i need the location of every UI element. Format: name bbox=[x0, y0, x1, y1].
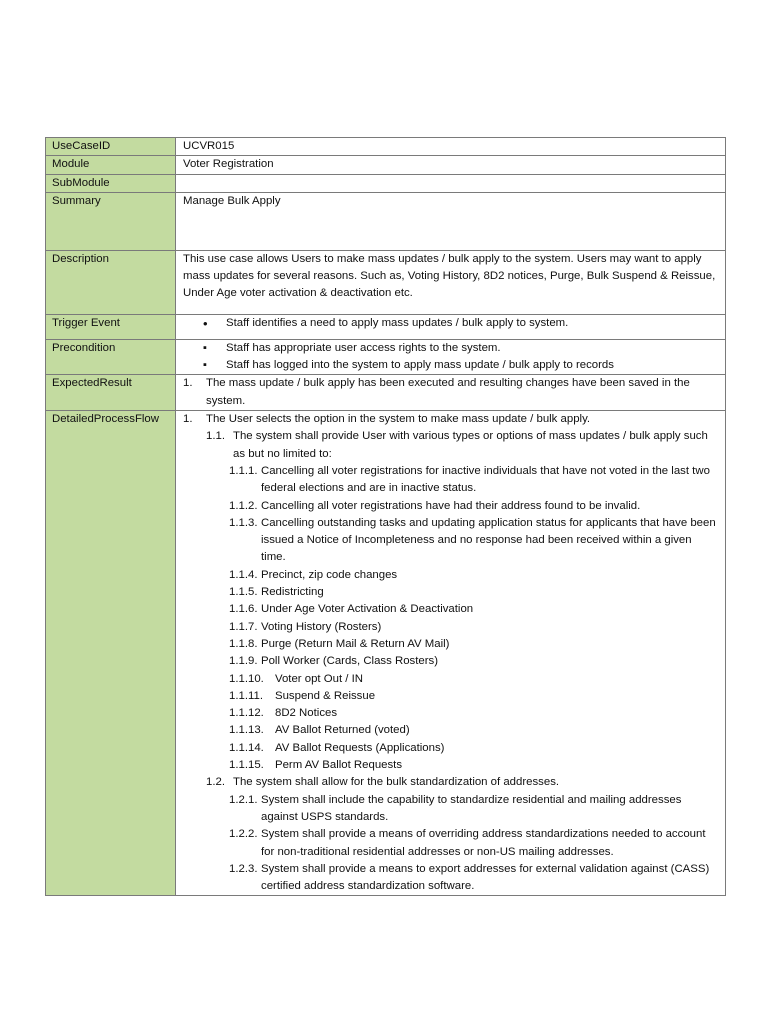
row-precondition bbox=[46, 339, 726, 375]
description-label: Description bbox=[46, 250, 176, 314]
list-item: 1.2.1. System shall include the capability to standardize residential and mailing addresses against USPS standards. bbox=[229, 793, 682, 823]
row-summary bbox=[46, 192, 726, 250]
submodule-label: SubModule bbox=[46, 174, 176, 192]
list-item: 1.1.15. Perm AV Ballot Requests bbox=[229, 759, 403, 772]
use-case-table bbox=[45, 137, 726, 896]
summary-label: Summary bbox=[46, 192, 176, 250]
list-item: 1.1.7. Voting History (Rosters) bbox=[229, 620, 382, 633]
list-item: 1.1.10. Voter opt Out / IN bbox=[229, 672, 364, 685]
trigger-event-label: Trigger Event bbox=[46, 314, 176, 339]
list-item: 1.2. The system shall allow for the bulk standardization of addresses. bbox=[206, 776, 560, 789]
row-module bbox=[46, 156, 726, 174]
description-value: This use case allows Users to make mass updates / bulk apply to the system. Users may want to apply mass updates for several reasons. Such as, Voting History, 8D2 notices, Purge, Bulk Suspend & Reissue, Under Age voter activation & deactivation etc. bbox=[176, 250, 726, 314]
square-bullet-icon bbox=[203, 340, 226, 357]
sub-list bbox=[183, 792, 719, 896]
list-item: 1.2.2. System shall provide a means of overriding address standardizations needed to account for non-traditional residential addresses or non-US mailing addresses. bbox=[229, 828, 706, 858]
list-item: 1.1.13. AV Ballot Returned (voted) bbox=[229, 724, 410, 737]
precondition-value bbox=[176, 339, 726, 375]
row-submodule bbox=[46, 174, 726, 192]
summary-value: Manage Bulk Apply bbox=[176, 192, 726, 250]
list-item: 1.1.5. Redistricting bbox=[229, 586, 324, 599]
list-item: 1.1.4. Precinct, zip code changes bbox=[229, 568, 398, 581]
sub-list bbox=[183, 463, 719, 774]
list-item: 1.1.1. Cancelling all voter registrations for inactive individuals that have not voted in the last two federal elections and are in inactive status. bbox=[229, 464, 710, 495]
list-item: 1.2.3. System shall provide a means to export addresses for external validation against (CASS) certified address standardization software. bbox=[229, 862, 710, 893]
list-item: 1.1.9. Poll Worker (Cards, Class Rosters) bbox=[229, 655, 439, 668]
list-item: 1.1.14. AV Ballot Requests (Applications) bbox=[229, 741, 445, 754]
use-case-id-value: UCVR015 bbox=[176, 138, 726, 156]
expected-result-label: ExpectedResult bbox=[46, 375, 176, 411]
module-value: Voter Registration bbox=[176, 156, 726, 174]
list-item: 1.1.3. Cancelling outstanding tasks and updating application status for applicants that have been issued a Notice of Incompleteness and no response had been received within a given time. bbox=[229, 516, 716, 564]
square-bullet-icon bbox=[203, 357, 226, 374]
submodule-value bbox=[176, 174, 726, 192]
list-item: ▪ Staff has logged into the system to apply mass update / bulk apply to records bbox=[183, 357, 719, 374]
list-item: 1.1.11. Suspend & Reissue bbox=[229, 689, 376, 702]
list-item: 1.1.6. Under Age Voter Activation & Deactivation bbox=[229, 603, 474, 616]
row-use-case-id bbox=[46, 138, 726, 156]
list-item: 1. The mass update / bulk apply has been executed and resulting changes have been saved in the system. bbox=[183, 377, 690, 407]
list-item: 1. The User selects the option in the system to make mass update / bulk apply. bbox=[183, 413, 591, 426]
list-item: 1.1.2. Cancelling all voter registrations have had their address found to be invalid. bbox=[229, 499, 641, 512]
module-label: Module bbox=[46, 156, 176, 174]
expected-result-value bbox=[176, 375, 726, 411]
trigger-event-value bbox=[176, 314, 726, 339]
row-detailed-process-flow bbox=[46, 411, 726, 896]
detailed-process-flow-label: DetailedProcessFlow bbox=[46, 411, 176, 896]
list-item: 1.1. The system shall provide User with various types or options of mass updates / bulk apply such as but no limited to: bbox=[206, 430, 708, 460]
bullet-icon bbox=[203, 315, 226, 334]
list-item: 1.1.8. Purge (Return Mail & Return AV Mail) bbox=[229, 637, 450, 650]
list-item: • Staff identifies a need to apply mass updates / bulk apply to system. bbox=[183, 315, 719, 334]
row-expected-result bbox=[46, 375, 726, 411]
list-item: ▪ Staff has appropriate user access rights to the system. bbox=[183, 340, 719, 357]
row-trigger-event bbox=[46, 314, 726, 339]
list-item: 1.1.12. 8D2 Notices bbox=[229, 707, 338, 720]
precondition-label: Precondition bbox=[46, 339, 176, 375]
detailed-process-flow-value bbox=[176, 411, 726, 896]
row-description bbox=[46, 250, 726, 314]
use-case-id-label: UseCaseID bbox=[46, 138, 176, 156]
